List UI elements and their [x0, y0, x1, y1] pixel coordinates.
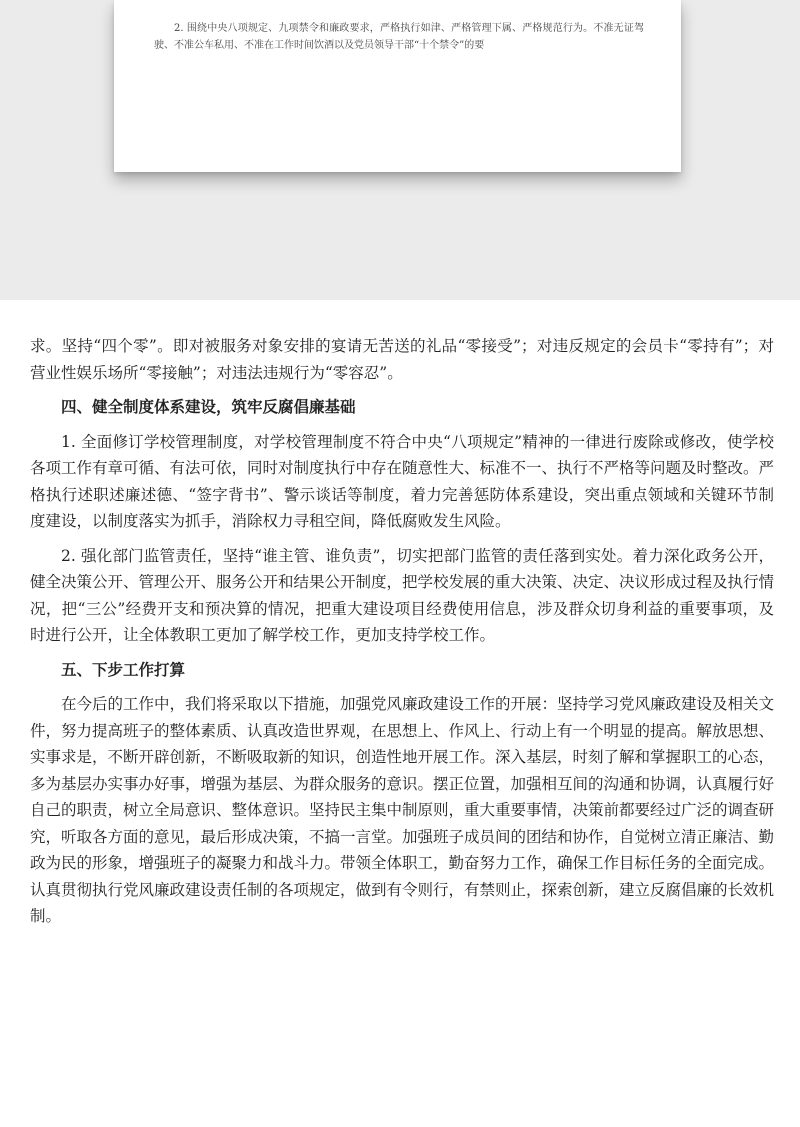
- preview-page-card: [114, 0, 681, 172]
- continuation-paragraph: 求。坚持“四个零”。即对被服务对象安排的宴请无苦送的礼品“零接受”；对违反规定的会员卡“零持有”；对营业性娱乐场所“零接触”；对违法违规行为“零容忍”。: [30, 337, 774, 382]
- section-5-paragraph-1: 在今后的工作中，我们将采取以下措施，加强党风廉政建设工作的开展：坚持学习党风廉政建设及相关文件，努力提高班子的整体素质、认真改造世界观，在思想上、作风上、行动上有一个明显的提高。解放思想、实事求是，不断开辟创新，不断吸取新的知识，创造性地开展工作。深入基层，时刻了解和掌握职工的心态，多为基层办实事办好事，增强为基层、为群众服务的意识。摆正位置，加强相互间的沟通和协调，认真履行好自己的职责，树立全局意识、整体意识。坚持民主集中制原则，重大重要事情，决策前都要经过广泛的调查研究，听取各方面的意见，最后形成决策，不搞一言堂。加强班子成员间的团结和协作，自觉树立清正廉洁、勤政为民的形象，增强班子的凝聚力和战斗力。带领全体职工，勤奋努力工作，确保工作目标任务的全面完成。认真贯彻执行党风廉政建设责任制的各项规定，做到有令则行，有禁则止，探索创新，建立反腐倡廉的长效机制。: [30, 695, 775, 925]
- section-4-paragraph-2: 2. 强化部门监管责任，坚持“谁主管、谁负责”，切实把部门监管的责任落到实处。着力深化政务公开，健全决策公开、管理公开、服务公开和结果公开制度，把学校发展的重大决策、决定、决议形成过程及执行情况，把“三公”经费开支和预决算的情况，把重大建设项目经费使用信息，涉及群众切身利益的重要事项，及时进行公开，让全体教职工更加了解学校工作，更加支持学校工作。: [30, 546, 775, 644]
- section-4-title: 四、健全制度体系建设，筑牢反腐倡廉基础: [61, 397, 356, 416]
- section-5-title: 五、下步工作打算: [61, 659, 186, 679]
- preview-paragraph: 2. 围绕中央八项规定、九项禁令和廉政要求，严格执行如津、严格管理下属、严格规范行为。不准无证驾驶、不准公车私用、不准在工作时间饮酒以及党员领导干部“十个禁令”的要: [154, 23, 644, 51]
- section-4-paragraph-1: 1. 全面修订学校管理制度，对学校管理制度不符合中央“八项规定”精神的一律进行废除或修改，使学校各项工作有章可循、有法可依，同时对制度执行中存在随意性大、标准不一、执行不严格等问题及时整改。严格执行述职述廉述德、“签字背书”、警示谈话等制度，着力完善惩防体系建设，突出重点领域和关键环节制度建设，以制度落实为抓手，消除权力寻租空间，降低腐败发生风险。: [30, 432, 775, 530]
- document-body: [30, 333, 774, 938]
- preview-background: [0, 0, 800, 300]
